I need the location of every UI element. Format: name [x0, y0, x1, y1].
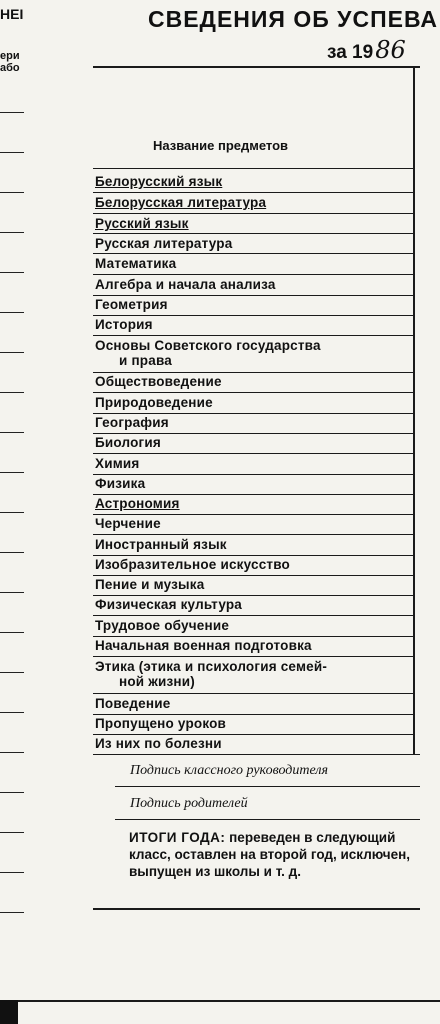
subject-row-line-2: и права	[119, 353, 172, 368]
left-rule	[0, 232, 24, 233]
left-rule	[0, 352, 24, 353]
left-rule	[0, 192, 24, 193]
subject-row: Начальная военная подготовка	[95, 638, 312, 653]
row-rule	[93, 714, 413, 715]
row-rule	[93, 433, 413, 434]
row-rule	[93, 754, 420, 755]
left-rule	[0, 832, 24, 833]
row-rule	[93, 693, 413, 694]
subject-row: Геометрия	[95, 297, 168, 312]
year-handwritten: 86	[375, 36, 406, 64]
subject-row: Астрономия	[95, 496, 180, 511]
row-rule	[93, 315, 413, 316]
row-rule	[93, 494, 413, 495]
row-rule	[93, 233, 413, 234]
left-fragment-heading: НЕІ	[0, 6, 24, 22]
subject-row: Изобразительное искусство	[95, 557, 290, 572]
subject-row: Физика	[95, 476, 146, 491]
subject-row-line-1: Этика (этика и психология семей-	[95, 659, 328, 674]
grades-table	[93, 66, 420, 888]
left-rule	[0, 152, 24, 153]
left-rule	[0, 872, 24, 873]
subject-row: Пение и музыка	[95, 577, 205, 592]
subject-row: Пропущено уроков	[95, 716, 227, 731]
left-rule	[0, 632, 24, 633]
row-rule	[93, 534, 413, 535]
subject-row: Из них по болезни	[95, 736, 222, 751]
year-results-text: переведен в следующий класс, оставлен на второй год, исключен, выпущен из школы и т. д.	[129, 830, 411, 879]
table-top-border	[93, 66, 420, 68]
subject-row: Химия	[95, 456, 140, 471]
left-fragment-line-1: ери	[0, 50, 20, 62]
left-rule	[0, 672, 24, 673]
row-rule	[93, 595, 413, 596]
year-results	[129, 829, 429, 880]
column-header: Название предметов	[153, 138, 289, 153]
signature-rule	[115, 786, 420, 787]
left-rule	[0, 912, 24, 913]
row-rule	[93, 615, 413, 616]
row-rule	[93, 453, 413, 454]
table-bottom-border	[93, 908, 420, 910]
row-rule	[93, 372, 413, 373]
left-rule	[0, 272, 24, 273]
row-rule	[93, 253, 413, 254]
subject-row-line-2: ной жизни)	[119, 674, 195, 689]
left-rule	[0, 592, 24, 593]
row-rule	[93, 636, 413, 637]
year-results-heading: ИТОГИ ГОДА:	[129, 830, 226, 845]
subject-row: Черчение	[95, 516, 161, 531]
left-rule	[0, 472, 24, 473]
subject-row: Математика	[95, 256, 177, 271]
row-rule	[93, 392, 413, 393]
row-rule	[93, 413, 413, 414]
left-rule	[0, 712, 24, 713]
left-rule	[0, 312, 24, 313]
subject-row: Природоведение	[95, 395, 213, 410]
parents-signature-label: Подпись родителей	[130, 796, 248, 811]
subject-row-line-1: Основы Советского государства	[95, 338, 321, 353]
row-rule	[93, 192, 413, 193]
subject-row: Поведение	[95, 696, 171, 711]
subject-row: Русская литература	[95, 236, 233, 251]
row-rule	[93, 575, 413, 576]
subject-row: Иностранный язык	[95, 537, 227, 552]
left-page-fragment	[0, 0, 26, 1024]
subject-row: Белорусская литература	[95, 195, 267, 210]
header-rule	[93, 168, 413, 169]
row-rule	[93, 274, 413, 275]
row-rule	[93, 734, 413, 735]
subject-row: Физическая культура	[95, 597, 243, 612]
left-rule	[0, 432, 24, 433]
row-rule	[93, 295, 413, 296]
left-rule	[0, 752, 24, 753]
row-rule	[93, 335, 413, 336]
subject-row: География	[95, 415, 169, 430]
year-prefix: за 19	[327, 42, 374, 63]
subject-row: История	[95, 317, 153, 332]
subject-row: Обществоведение	[95, 374, 222, 389]
page-corner-mark	[0, 1000, 18, 1024]
subject-row: Белорусский язык	[95, 174, 223, 189]
row-rule	[93, 213, 413, 214]
row-rule	[93, 474, 413, 475]
row-rule	[93, 514, 413, 515]
left-rule	[0, 112, 24, 113]
page-bottom-edge	[0, 1000, 440, 1002]
teacher-signature-label: Подпись классного руководителя	[130, 763, 328, 778]
left-rule	[0, 552, 24, 553]
subject-row: Алгебра и начала анализа	[95, 277, 276, 292]
subject-row	[95, 659, 395, 689]
row-rule	[93, 555, 413, 556]
left-rule	[0, 512, 24, 513]
subject-row: Русский язык	[95, 216, 189, 231]
subject-row: Биология	[95, 435, 161, 450]
row-rule	[93, 656, 413, 657]
subject-row	[95, 338, 395, 368]
page-title: СВЕДЕНИЯ ОБ УСПЕВА	[148, 6, 439, 32]
left-rule	[0, 792, 24, 793]
signature-rule	[115, 819, 420, 820]
table-right-border	[413, 66, 415, 754]
subject-row: Трудовое обучение	[95, 618, 230, 633]
left-fragment-line-2: або	[0, 62, 20, 74]
school-year	[327, 36, 406, 64]
left-rule	[0, 392, 24, 393]
